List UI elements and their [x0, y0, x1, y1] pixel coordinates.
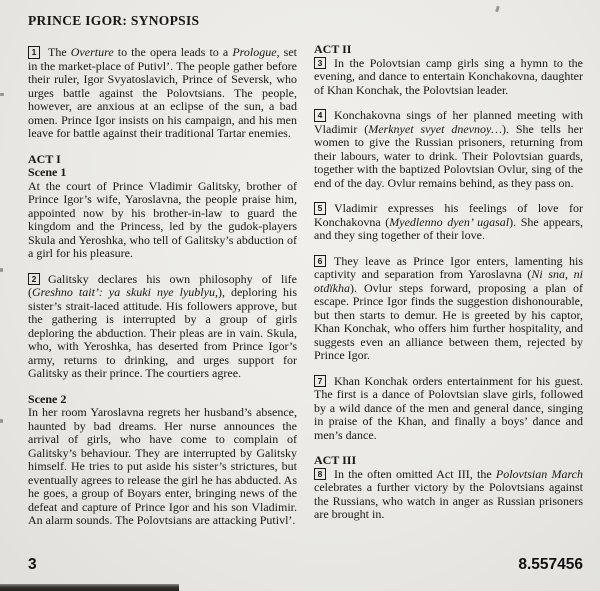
catalog-number: 8.557456: [518, 556, 583, 573]
synopsis-paragraph-track-3: [314, 57, 583, 98]
right-column: [314, 43, 583, 522]
italic-text: Myedlenno dyen’ ugasal: [389, 214, 510, 229]
section-heading: ACT I: [28, 151, 61, 166]
left-column-blocks: [28, 46, 297, 528]
body-text: , set in the market-place of Putivl’. The people gather before their ruler, Igor Svyatoslavich, Prince of Seversk, who urges battle against the Polovtsians. The people, however, are anxious at an eclipse of the sun, a bad omen. Prince Igor insists on his campaign, and his men leave for battle against their traditional Tartar enemies.: [28, 45, 297, 140]
track-number-box: 7: [314, 375, 326, 388]
track-number-box: 1: [28, 46, 40, 59]
italic-text: Prologue: [232, 45, 277, 59]
body-text: to the opera leads to a: [113, 45, 233, 59]
scan-edge-mark: [0, 419, 3, 423]
body-text: The: [48, 45, 71, 59]
page-title: PRINCE IGOR: SYNOPSIS: [28, 13, 200, 28]
body-text: Vladimir expresses his feelings of love for Konchakovna (: [314, 201, 583, 229]
body-text: Khan Konchak orders entertainment for his guest. The first is a dance of Polovtsian slave girls, followed by a wild dance of the men and general dance, singing in praise of the Khan, and finally a boys’ dance and men’s dance.: [314, 373, 583, 442]
track-number-box: 8: [314, 468, 326, 481]
scan-edge-mark: [0, 268, 3, 272]
body-text: Galitsky declares his own philosophy of life (: [28, 271, 297, 299]
scan-speck-artifact: [495, 6, 500, 13]
italic-text: Merknyet svyet dnevnoy…: [368, 121, 502, 136]
body-text: ). She tells her women to give the Russian prisoners, returning from their labours, water to drink. Their Polovtsian guards, together with the baptized Polovtsian Ovlur, sing of the end of the day. Ovlur remains behind, as they pass on.: [314, 121, 584, 190]
synopsis-paragraph-track-7: [314, 375, 583, 443]
italic-text: Polovtsian March: [495, 466, 583, 481]
body-text: Konchakovna sings of her planned meeting with Vladimir (: [314, 108, 583, 136]
synopsis-paragraph: [28, 406, 297, 528]
left-column: [28, 13, 297, 528]
section-heading: ACT II: [314, 42, 352, 56]
synopsis-paragraph-track-2: [28, 273, 297, 381]
italic-text: Overture: [70, 45, 114, 59]
body-text: In her room Yaroslavna regrets her husband’s absence, haunted by bad dreams. Her nurse announces the arrival of girls, who have come to complain of Galitsky’s behaviour. They are interrupted by Galitsky himself. He tries to put aside his sister’s strictures, but eventually agrees to release the girl he has abducted. As he goes, a group of Boyars enter, bringing news of the defeat and capture of Prince Igor and his son Vladimir. An alarm sounds. The Polovtsians are attacking Putivl’.: [28, 405, 297, 527]
body-text: In the often omitted Act III, the: [334, 466, 496, 481]
body-text: At the court of Prince Vladimir Galitsky, brother of Prince Igor’s wife, Yaroslavna, the people praise him, appointed now by his brother-in-law to guard the kingdom and the Princess, led by the gudok-players Skula and Yeroshka, who tell of Galitsky’s abduction of a girl for his pleasure.: [28, 178, 297, 260]
body-text: celebrates a further victory by the Polovtsians against the Russians, who watch in anger as Russian prisoners are brought in.: [314, 480, 583, 521]
track-number-box: 5: [314, 202, 326, 215]
body-text: ). Ovlur steps forward, proposing a plan of escape. Prince Igor finds the suggestion dishonourable, but then starts to demur. He is greeted by his captor, Khan Konchak, who offers him further hospitality, and suggests even an alliance between them, rejected by Prince Igor.: [314, 280, 583, 362]
body-text: In the Polovtsian camp girls sing a hymn to the evening, and dance to entertain Konchakovna, daughter of Khan Konchak, the Polovtsian leader.: [314, 55, 583, 97]
italic-text: Greshno tait’: ya skuki nye lyublyu,: [32, 285, 218, 299]
synopsis-paragraph-track-8: [314, 468, 583, 522]
synopsis-paragraph-track-4: [314, 109, 583, 190]
track-number-box: 6: [314, 255, 326, 268]
synopsis-paragraph: [28, 180, 297, 261]
track-number-box: 4: [314, 109, 326, 122]
section-heading: ACT III: [314, 453, 357, 467]
page-number: 3: [28, 556, 37, 573]
synopsis-paragraph-track-1: [28, 46, 297, 141]
scan-edge-mark: [0, 93, 4, 96]
track-number-box: 3: [314, 57, 326, 70]
section-heading: Scene 1: [28, 165, 67, 179]
scan-edge-band: [0, 584, 179, 591]
synopsis-paragraph-track-5: [314, 202, 583, 243]
track-number-box: 2: [28, 273, 40, 286]
body-text: ). She appears, and they sing together of their love.: [314, 214, 584, 242]
right-column-blocks: [314, 43, 583, 522]
body-text: They leave as Prince Igor enters, lamenting his captivity and separation from Yaroslavna (: [314, 253, 583, 281]
italic-text: Ni sna, ni otdïkha: [314, 267, 583, 295]
synopsis-paragraph-track-6: [314, 255, 583, 363]
section-heading: Scene 2: [28, 391, 67, 406]
body-text: ), deploring his sister’s strait-laced attitude. His followers approve, but the gathering is interrupted by a group of girls deploring the abduction. Their pleas are in vain. Skula, who, with Yeroshka, has deserted from Prince Igor’s army, returns to drinking, and urges support for Galitsky as their prince. The courtiers agree.: [28, 285, 297, 380]
